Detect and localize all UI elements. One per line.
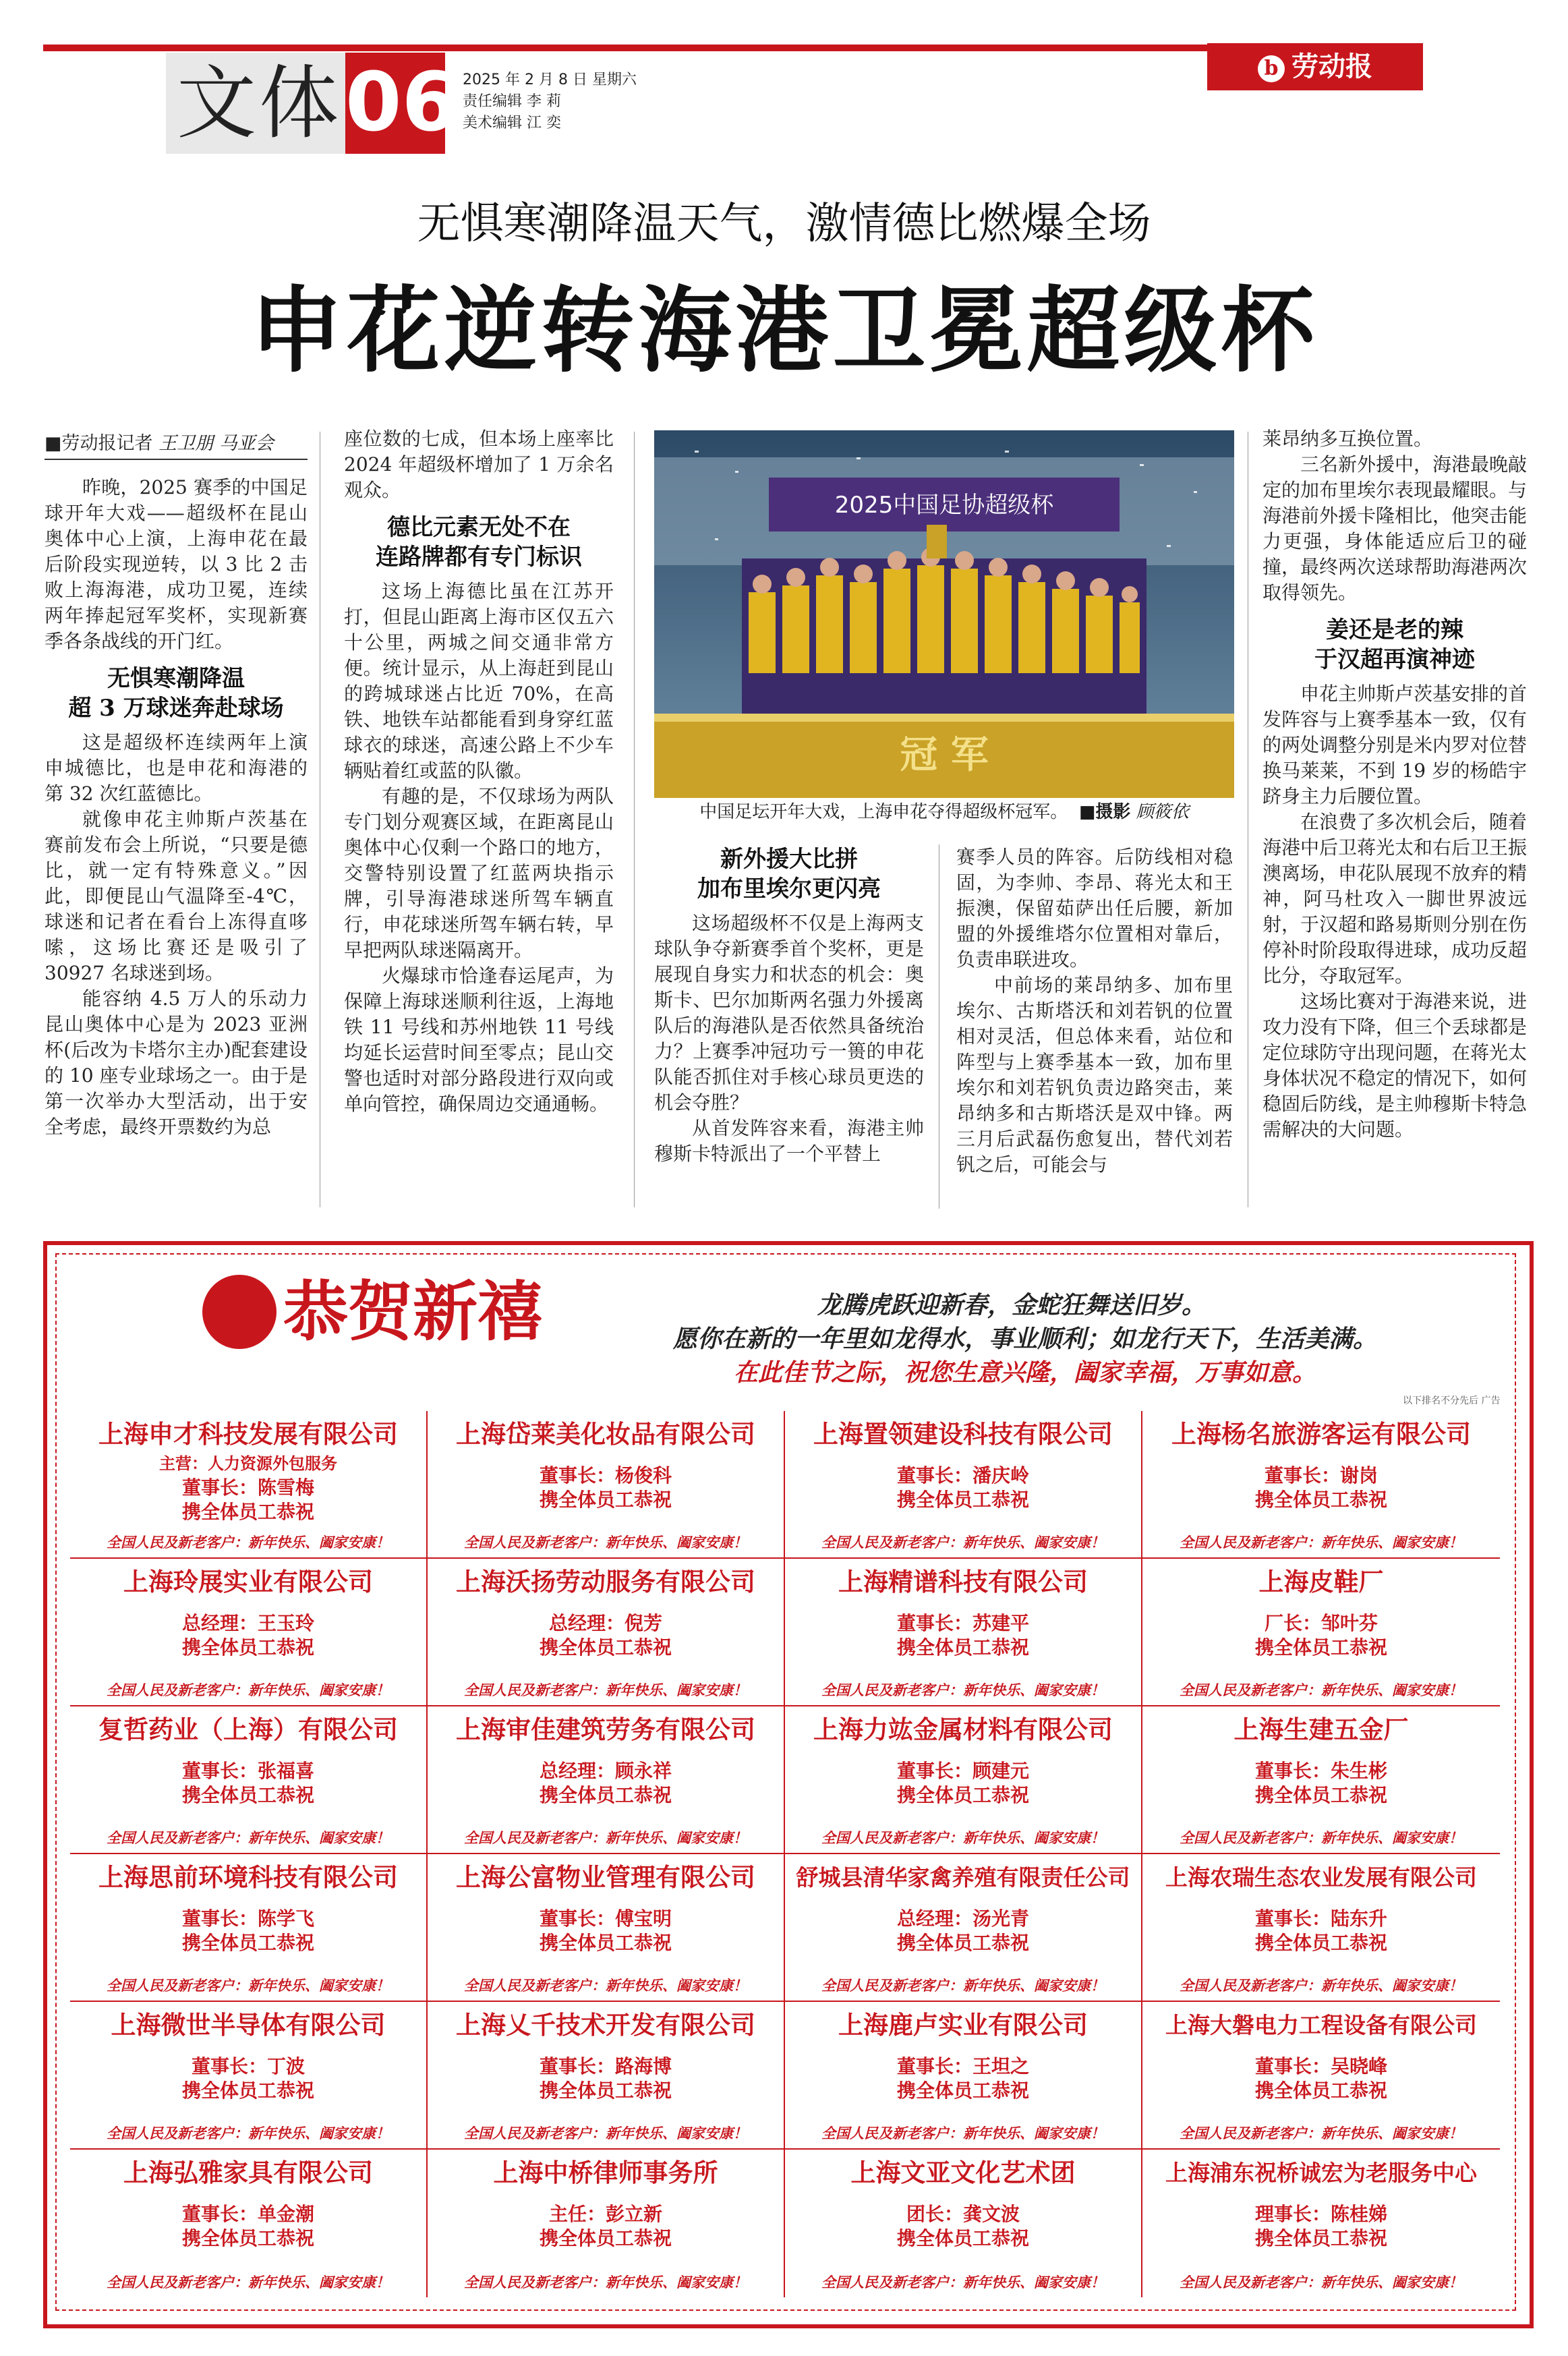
company-greeting-card	[1142, 1706, 1500, 1854]
company-greeting-card	[428, 2150, 785, 2297]
company-name: 上海沃扬劳动服务有限公司	[456, 1568, 755, 1597]
stage-text: 冠 军	[900, 732, 989, 777]
article-column-4	[956, 844, 1233, 1178]
company-footer-greeting: 全国人民及新老客户：新年快乐、阖家安康！	[107, 2274, 390, 2291]
company-representative: 总经理：王玉玲	[181, 1612, 314, 1634]
paragraph: 有趣的是，不仅球场为两队专门划分观赛区域，在距离昆山奥体中心仅剩一个路口的地方，交警特别设置了红蓝两块指示牌，引导海港球迷所驾车辆直行，申花球迷所驾车辆右转，早早把两队球迷隔离开。	[344, 785, 614, 961]
company-wish: 携全体员工恭祝	[181, 1932, 314, 1954]
company-name: 上海鹿卢实业有限公司	[838, 2011, 1088, 2040]
company-footer-greeting: 全国人民及新老客户：新年快乐、阖家安康！	[821, 1977, 1105, 1994]
photo-caption	[654, 800, 1234, 824]
responsible-editor: 责任编辑 李 莉	[463, 93, 561, 110]
company-wish: 携全体员工恭祝	[1254, 1489, 1387, 1511]
company-footer-greeting: 全国人民及新老客户：新年快乐、阖家安康！	[1180, 1682, 1463, 1698]
company-name: 上海生建五金厂	[1233, 1715, 1409, 1744]
company-name: 上海申才科技发展有限公司	[98, 1420, 398, 1449]
company-representative: 总经理：汤光青	[896, 1907, 1029, 1930]
company-name: 上海文亚文化艺术团	[850, 2158, 1076, 2187]
company-representative: 董事长：顾建元	[896, 1760, 1029, 1782]
section-heading: 德比元素无处不在 连路牌都有专门标识	[376, 514, 582, 571]
company-footer-greeting: 全国人民及新老客户：新年快乐、阖家安康！	[464, 1977, 747, 1994]
byline	[45, 432, 308, 460]
company-representative: 董事长：苏建平	[896, 1612, 1029, 1634]
company-name: 上海农瑞生态农业发展有限公司	[1165, 1864, 1477, 1891]
company-name: 上海公富物业管理有限公司	[456, 1863, 755, 1892]
company-footer-greeting: 全国人民及新老客户：新年快乐、阖家安康！	[1180, 2125, 1463, 2142]
company-representative: 董事长：陈学飞	[181, 1907, 314, 1930]
paragraph: 在浪费了多次机会后，随着海港中后卫蒋光太和右后卫王振澳离场，申花队展现不放弃的精神，阿马杜攻入一脚世界波远射，于汉超和路易斯则分别在伤停补时阶段取得进球，成功反超比分，夺取冠军。	[1262, 811, 1528, 987]
company-footer-greeting: 全国人民及新老客户：新年快乐、阖家安康！	[821, 2125, 1105, 2142]
company-greeting-card	[785, 2150, 1142, 2297]
company-wish: 携全体员工恭祝	[181, 2227, 314, 2249]
article-column-3	[654, 844, 924, 1167]
company-greeting-card	[70, 1411, 428, 1559]
company-wish: 携全体员工恭祝	[181, 2079, 314, 2102]
company-greeting-card	[70, 1706, 428, 1854]
company-wish: 携全体员工恭祝	[896, 1932, 1029, 1954]
company-greeting-card	[785, 1854, 1142, 2002]
company-representative: 董事长：傅宝明	[539, 1907, 672, 1930]
company-wish: 携全体员工恭祝	[539, 1784, 672, 1806]
paragraph: 这是超级杯连续两年上演申城德比，也是申花和海港的第 32 次红蓝德比。	[45, 731, 308, 805]
company-representative: 厂长：邹叶芬	[1264, 1612, 1378, 1634]
article-column-5	[1262, 426, 1527, 1143]
company-representative: 董事长：路海博	[539, 2055, 672, 2077]
company-footer-greeting: 全国人民及新老客户：新年快乐、阖家安康！	[107, 1682, 390, 1698]
company-greeting-card	[428, 1706, 785, 1854]
company-footer-greeting: 全国人民及新老客户：新年快乐、阖家安康！	[821, 1534, 1105, 1551]
section-name: 文体	[177, 57, 342, 150]
credit-label: ■摄影	[1078, 802, 1131, 822]
company-name: 上海微世半导体有限公司	[111, 2011, 386, 2040]
company-wish: 携全体员工恭祝	[896, 1784, 1029, 1806]
greeting-line-2: 愿你在新的一年里如龙得水，事业顺利；如龙行天下，生活美满。	[672, 1325, 1377, 1353]
paragraph: 赛季人员的阵容。后防线相对稳固，为李帅、李昂、蒋光太和王振澳，保留茹萨出任后腰，新加盟的外援维塔尔位置相对靠后，负责串联进攻。	[956, 846, 1233, 971]
company-representative: 董事长：潘庆岭	[896, 1464, 1029, 1487]
company-representative: 董事长：陆东升	[1254, 1907, 1387, 1930]
company-footer-greeting: 全国人民及新老客户：新年快乐、阖家安康！	[821, 1829, 1105, 1846]
company-wish: 携全体员工恭祝	[896, 1489, 1029, 1511]
paragraph: 火爆球市恰逢春运尾声，为保障上海球迷顺利往返，上海地铁 11 号线和苏州地铁 11 号线均延长运营时间至零点；昆山交警也适时对部分路段进行双向或单向管控，确保周边交通通畅。	[344, 965, 614, 1115]
paragraph: 莱昂纳多互换位置。	[1262, 428, 1433, 450]
company-footer-greeting: 全国人民及新老客户：新年快乐、阖家安康！	[1180, 1534, 1463, 1551]
company-wish: 携全体员工恭祝	[1254, 2079, 1387, 2102]
company-name: 上海力竑金属材料有限公司	[813, 1715, 1113, 1744]
byline-label: ■劳动报记者	[45, 433, 153, 454]
paragraph: 就像申花主帅斯卢茨基在赛前发布会上所说，“只要是德比，就一定有特殊意义。”因此，即便昆山气温降至-4℃，球迷和记者在看台上冻得直哆嗦，这场比赛还是吸引了 30927 名球迷到场。	[45, 808, 308, 984]
paragraph: 这场超级杯不仅是上海两支球队争夺新赛季首个奖杯，更是展现自身实力和状态的机会：奥斯卡、巴尔加斯两名强力外援离队后的海港队是否依然具备统治力？上赛季冲冠功亏一篑的申花队能否抓住对手核心球员更迭的机会夺胜？	[654, 912, 924, 1114]
company-representative: 董事长：张福喜	[181, 1760, 314, 1782]
company-footer-greeting: 全国人民及新老客户：新年快乐、阖家安康！	[464, 2274, 747, 2291]
company-name: 上海思前环境科技有限公司	[98, 1863, 398, 1892]
company-greeting-card	[428, 1854, 785, 2002]
company-greeting-card	[1142, 1411, 1500, 1559]
company-wish: 携全体员工恭祝	[539, 1636, 672, 1659]
company-greeting-card	[70, 2150, 428, 2297]
company-greeting-card	[1142, 1854, 1500, 2002]
greeting-title: 恭贺新禧	[283, 1273, 542, 1350]
paragraph: 中前场的莱昂纳多、加布里埃尔、古斯塔沃和刘若钒的位置相对灵活，但总体来看，站位和阵型与上赛季基本一致，加布里埃尔和刘若钒负责边路突击，莱昂纳多和古斯塔沃是双中锋。两三月后武磊伤愈复出，替代刘若钒之后，可能会与	[956, 974, 1233, 1176]
company-representative: 董事长：吴晓峰	[1254, 2055, 1387, 2077]
company-representative: 总经理：顾永祥	[539, 1760, 672, 1782]
lantern-icon	[202, 1275, 277, 1349]
company-representative: 董事长：谢岗	[1264, 1464, 1378, 1487]
company-wish: 携全体员工恭祝	[1254, 2227, 1387, 2249]
company-name: 复哲药业（上海）有限公司	[98, 1715, 398, 1744]
company-representative: 董事长：陈雪梅	[181, 1476, 314, 1499]
company-footer-greeting: 全国人民及新老客户：新年快乐、阖家安康！	[464, 1534, 747, 1551]
paragraph: 座位数的七成，但本场上座率比 2024 年超级杯增加了 1 万余名观众。	[344, 428, 614, 501]
company-name: 上海审佳建筑劳务有限公司	[456, 1715, 755, 1744]
company-name: 上海弘雅家具有限公司	[123, 2158, 373, 2187]
company-representative: 董事长：朱生彬	[1254, 1760, 1387, 1782]
company-wish: 携全体员工恭祝	[181, 1636, 314, 1659]
company-representative: 团长：龚文波	[906, 2203, 1020, 2225]
company-footer-greeting: 全国人民及新老客户：新年快乐、阖家安康！	[107, 1829, 390, 1846]
page-number: 06	[345, 53, 445, 154]
company-representative: 总经理：倪芳	[548, 1612, 662, 1634]
credit-name: 顾筱依	[1136, 802, 1189, 822]
company-wish: 携全体员工恭祝	[539, 2079, 672, 2102]
company-wish: 携全体员工恭祝	[1254, 1784, 1387, 1806]
company-name: 上海置领建设科技有限公司	[813, 1420, 1113, 1449]
company-greeting-grid	[70, 1411, 1500, 2297]
paragraph: 申花主帅斯卢茨基安排的首发阵容与上赛季基本一致，仅有的两处调整分别是米内罗对位替换马莱莱，不到 19 岁的杨皓宇跻身主力后腰位置。	[1262, 683, 1528, 807]
company-greeting-card	[785, 2002, 1142, 2150]
section-heading: 新外援大比拼 加布里埃尔更闪亮	[697, 846, 881, 902]
company-name: 上海中桥律师事务所	[493, 2158, 718, 2187]
company-representative: 理事长：陈桂娣	[1254, 2203, 1387, 2225]
company-wish: 携全体员工恭祝	[539, 1489, 672, 1511]
company-wish: 携全体员工恭祝	[1254, 1636, 1387, 1659]
company-name: 舒城县清华家禽养殖有限责任公司	[796, 1864, 1130, 1891]
company-footer-greeting: 全国人民及新老客户：新年快乐、阖家安康！	[107, 2125, 390, 2142]
celebration-illustration	[654, 430, 1234, 798]
company-greeting-card	[785, 1559, 1142, 1706]
company-wish: 携全体员工恭祝	[896, 1636, 1029, 1659]
company-greeting-card	[1142, 2002, 1500, 2150]
company-footer-greeting: 全国人民及新老客户：新年快乐、阖家安康！	[107, 1977, 390, 1994]
article-column-2	[344, 426, 614, 1117]
company-name: 上海岱莱美化妆品有限公司	[456, 1420, 755, 1449]
company-wish: 携全体员工恭祝	[896, 2079, 1029, 2102]
ad-note: 以下排名不分先后 广告	[1403, 1396, 1501, 1406]
company-representative: 董事长：单金潮	[181, 2203, 314, 2225]
company-greeting-card	[785, 1411, 1142, 1559]
company-footer-greeting: 全国人民及新老客户：新年快乐、阖家安康！	[1180, 1829, 1463, 1846]
paragraph: 能容纳 4.5 万人的乐动力昆山奥体中心是为 2023 亚洲杯(后改为卡塔尔主办)配套建设的 10 座专业球场之一。由于是第一次举办大型活动，出于安全考虑，最终开票数约为总	[45, 987, 308, 1138]
company-name: 上海乂千技术开发有限公司	[456, 2011, 755, 2040]
paragraph: 这场上海德比虽在江苏开打，但昆山距离上海市区仅五六十公里，两城之间交通非常方便。统计显示，从上海赶到昆山的跨城球迷占比近 70%，在高铁、地铁车站都能看到身穿红蓝球衣的球迷，高速公路上不少车辆贴着红或蓝的队徽。	[344, 580, 614, 782]
company-footer-greeting: 全国人民及新老客户：新年快乐、阖家安康！	[464, 2125, 747, 2142]
paragraph: 昨晚，2025 赛季的中国足球开年大戏——超级杯在昆山奥体中心上演，上海申花在最后阶段实现逆转，以 3 比 2 击败上海海港，成功卫冕，连续两年捧起冠军奖杯，实现新赛季各条战线的开门红。	[45, 476, 308, 652]
greeting-line-3: 在此佳节之际，祝您生意兴隆，阖家幸福，万事如意。	[733, 1358, 1316, 1387]
company-name: 上海精谱科技有限公司	[838, 1568, 1088, 1597]
company-greeting-card	[1142, 1559, 1500, 1706]
company-wish: 携全体员工恭祝	[539, 1932, 672, 1954]
article-subtitle: 无惧寒潮降温天气，激情德比燃爆全场	[417, 199, 1151, 249]
company-name: 上海杨名旅游客运有限公司	[1171, 1420, 1471, 1449]
paragraph: 这场比赛对于海港来说，进攻力没有下降，但三个丢球都是定位球防守出现问题，在蒋光太身体状况不稳定的情况下，如何稳固后防线，是主帅穆斯卡特急需解决的大问题。	[1262, 990, 1528, 1141]
company-name: 上海玲展实业有限公司	[123, 1568, 373, 1597]
company-greeting-card	[428, 1559, 785, 1706]
company-greeting-card	[70, 1854, 428, 2002]
company-name: 上海大磐电力工程设备有限公司	[1165, 2012, 1477, 2038]
company-greeting-card	[70, 1559, 428, 1706]
logo-text: 劳动报	[1291, 51, 1372, 82]
paragraph: 从首发阵容来看，海港主帅穆斯卡特派出了一个平替上	[654, 1117, 924, 1165]
banner-text: 2025中国足协超级杯	[834, 492, 1054, 519]
article-title: 申花逆转海港卫冕超级杯	[250, 275, 1318, 385]
company-footer-greeting: 全国人民及新老客户：新年快乐、阖家安康！	[464, 1682, 747, 1698]
company-wish: 携全体员工恭祝	[539, 2227, 672, 2249]
company-footer-greeting: 全国人民及新老客户：新年快乐、阖家安康！	[1180, 2274, 1463, 2291]
company-footer-greeting: 全国人民及新老客户：新年快乐、阖家安康！	[107, 1534, 390, 1551]
newspaper-logo[interactable]	[1207, 43, 1423, 90]
greeting-line-1: 龙腾虎跃迎新春，金蛇狂舞送旧岁。	[817, 1291, 1206, 1319]
company-name: 上海浦东祝桥诚宏为老服务中心	[1165, 2160, 1477, 2186]
trophy-photo	[654, 430, 1234, 798]
section-heading: 姜还是老的辣 于汉超再演神迹	[1314, 616, 1475, 673]
article-column-1	[45, 432, 308, 1140]
company-footer-greeting: 全国人民及新老客户：新年快乐、阖家安康！	[464, 1829, 747, 1846]
company-greeting-card	[428, 1411, 785, 1559]
company-wish: 携全体员工恭祝	[1254, 1932, 1387, 1954]
company-representative: 董事长：王坦之	[896, 2055, 1029, 2077]
company-wish: 携全体员工恭祝	[181, 1784, 314, 1806]
logo-mark-icon: b	[1258, 55, 1285, 82]
company-wish: 携全体员工恭祝	[896, 2227, 1029, 2249]
company-greeting-card	[1142, 2150, 1500, 2297]
company-representative: 董事长：丁波	[191, 2055, 305, 2077]
company-representative: 董事长：杨俊科	[539, 1464, 672, 1487]
company-business: 主营：人力资源外包服务	[159, 1454, 337, 1473]
caption-text: 中国足坛开年大戏，上海申花夺得超级杯冠军。	[699, 802, 1068, 822]
issue-date: 2025 年 2 月 8 日 星期六	[463, 71, 637, 88]
company-greeting-card	[785, 1706, 1142, 1854]
company-representative: 主任：彭立新	[548, 2203, 662, 2225]
column-divider	[634, 432, 635, 1207]
company-footer-greeting: 全国人民及新老客户：新年快乐、阖家安康！	[1180, 1977, 1463, 1994]
company-footer-greeting: 全国人民及新老客户：新年快乐、阖家安康！	[821, 2274, 1105, 2291]
section-heading: 无惧寒潮降温 超 3 万球迷奔赴球场	[68, 665, 284, 722]
company-name: 上海皮鞋厂	[1258, 1568, 1384, 1597]
company-greeting-card	[70, 2002, 428, 2150]
paragraph: 三名新外援中，海港最晚敲定的加布里埃尔表现最耀眼。与海港前外援卡隆相比，他突击能力更强，身体能适应后卫的碰撞，最终两次送球帮助海港两次取得领先。	[1262, 453, 1528, 604]
company-wish: 携全体员工恭祝	[181, 1501, 314, 1523]
byline-authors: 王卫朋 马亚会	[158, 433, 274, 454]
art-editor: 美术编辑 江 奕	[463, 115, 561, 132]
company-footer-greeting: 全国人民及新老客户：新年快乐、阖家安康！	[821, 1682, 1105, 1698]
company-greeting-card	[428, 2002, 785, 2150]
